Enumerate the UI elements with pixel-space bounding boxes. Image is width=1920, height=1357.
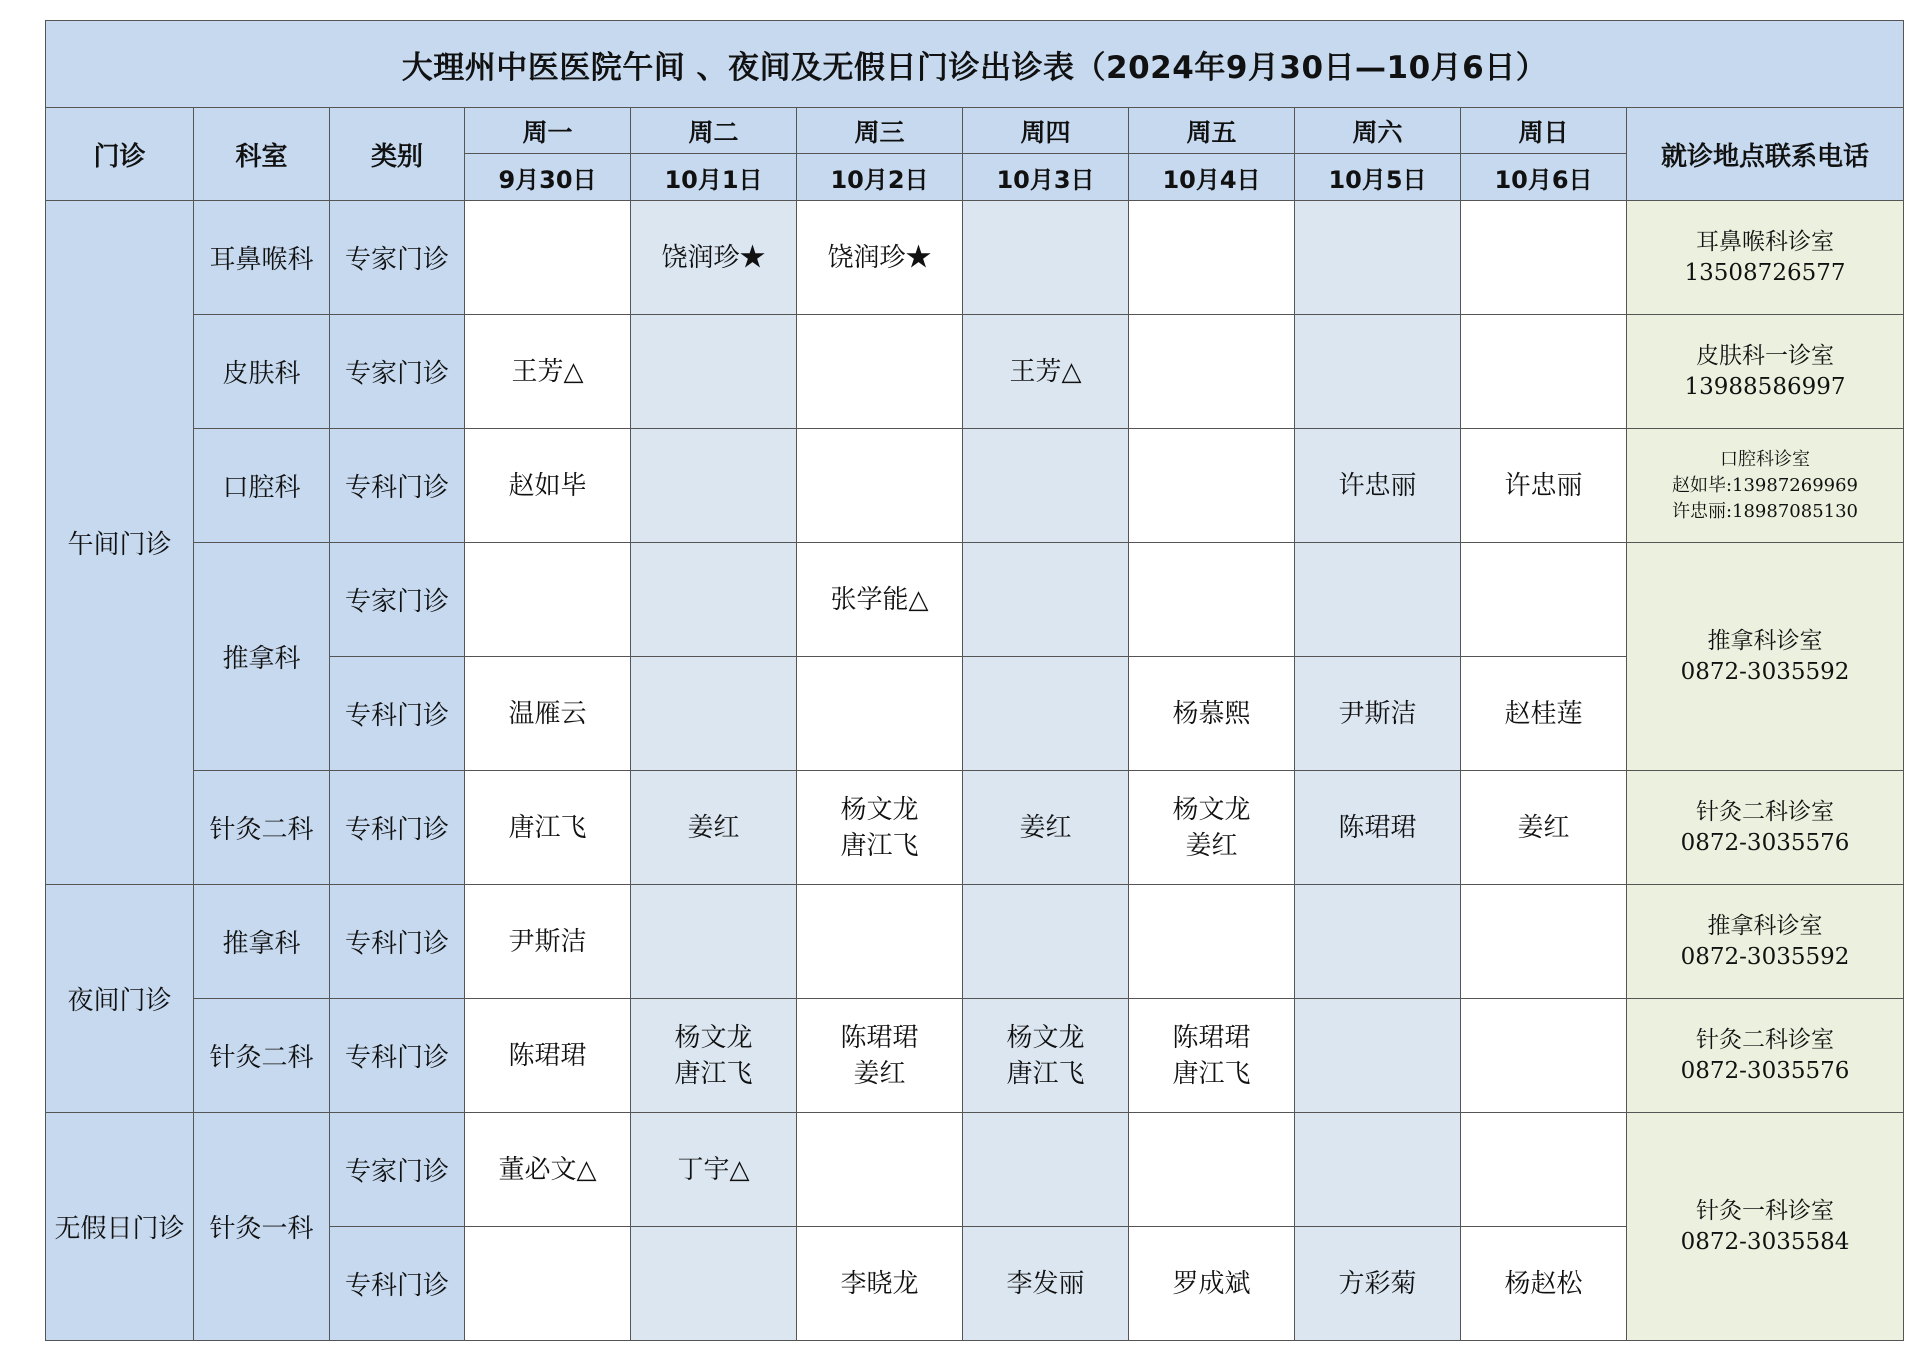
header-day: 周日 [1461, 108, 1627, 154]
schedule-cell [963, 543, 1129, 657]
schedule-cell [1461, 771, 1627, 885]
table-row [46, 999, 1904, 1113]
doctor-name: 唐江飞 [508, 812, 587, 843]
doctor-name: 唐江飞 [1172, 1058, 1251, 1089]
department-derm: 皮肤科 [194, 315, 330, 429]
department-tuina: 推拿科 [194, 543, 330, 771]
doctor-name: 李发丽 [1006, 1268, 1085, 1299]
contact-room: 推拿科诊室 [1707, 627, 1823, 654]
schedule-cell [797, 1113, 963, 1227]
doctor-name: 杨文龙 [1172, 794, 1251, 825]
table-row [46, 771, 1904, 885]
doctor-name: 赵如毕 [508, 470, 587, 501]
header-date: 10月4日 [1129, 154, 1295, 201]
schedule-cell [465, 771, 631, 885]
schedule-cell [1129, 657, 1295, 771]
schedule-cell [963, 885, 1129, 999]
header-date: 10月2日 [797, 154, 963, 201]
schedule-cell [1461, 315, 1627, 429]
header-date: 10月1日 [631, 154, 797, 201]
schedule-cell [1295, 429, 1461, 543]
schedule-cell [631, 771, 797, 885]
doctor-name: 李晓龙 [840, 1268, 919, 1299]
doctor-name: 饶润珍★ [827, 242, 932, 273]
doctor-name: 赵桂莲 [1504, 698, 1583, 729]
header-day: 周一 [465, 108, 631, 154]
schedule-cell [1295, 315, 1461, 429]
schedule-cell [1295, 885, 1461, 999]
schedule-cell [631, 999, 797, 1113]
schedule-cell [1295, 657, 1461, 771]
schedule-cell [631, 885, 797, 999]
schedule-cell [631, 657, 797, 771]
table-row [46, 429, 1904, 543]
doctor-name: 陈珺珺 [840, 1022, 919, 1053]
group-noholiday: 无假日门诊 [46, 1113, 194, 1341]
schedule-cell [797, 1227, 963, 1341]
contact-room: 口腔科诊室 [1720, 448, 1810, 470]
table-row [46, 543, 1904, 657]
schedule-cell [1461, 201, 1627, 315]
schedule-sheet [45, 20, 1904, 1341]
doctor-name: 王芳△ [511, 356, 584, 387]
schedule-cell [797, 771, 963, 885]
contact-derm [1627, 315, 1904, 429]
schedule-table [45, 20, 1904, 1341]
doctor-name: 尹斯洁 [508, 926, 587, 957]
doctor-name: 姜红 [1517, 812, 1570, 843]
schedule-cell [631, 429, 797, 543]
department-ent: 耳鼻喉科 [194, 201, 330, 315]
schedule-cell [797, 885, 963, 999]
table-row [46, 1113, 1904, 1227]
schedule-cell [465, 543, 631, 657]
schedule-cell [631, 1227, 797, 1341]
group-noon: 午间门诊 [46, 201, 194, 885]
schedule-cell [1129, 885, 1295, 999]
contact-tuina-night [1627, 885, 1904, 999]
doctor-name: 杨文龙 [674, 1022, 753, 1053]
schedule-cell [1295, 1227, 1461, 1341]
doctor-name: 杨赵松 [1504, 1268, 1583, 1299]
doctor-name: 杨慕熙 [1172, 698, 1251, 729]
doctor-name: 许忠丽 [1338, 470, 1417, 501]
schedule-cell [631, 315, 797, 429]
schedule-cell [1129, 201, 1295, 315]
schedule-cell [797, 201, 963, 315]
schedule-cell [465, 429, 631, 543]
schedule-cell [465, 1227, 631, 1341]
contact-room: 推拿科诊室 [1707, 912, 1823, 939]
doctor-name: 唐江飞 [1006, 1058, 1085, 1089]
page-title: 大理州中医医院午间 、夜间及无假日门诊出诊表（2024年9月30日—10月6日） [46, 21, 1904, 108]
contact-phone: 0872-3035592 [1680, 658, 1850, 685]
schedule-cell [1129, 429, 1295, 543]
schedule-cell [1129, 999, 1295, 1113]
schedule-cell [1129, 1113, 1295, 1227]
schedule-cell [1461, 657, 1627, 771]
contact-room: 皮肤科一诊室 [1696, 342, 1834, 369]
table-row [46, 885, 1904, 999]
doctor-name: 唐江飞 [674, 1058, 753, 1089]
schedule-cell [1295, 201, 1461, 315]
schedule-cell [1461, 543, 1627, 657]
doctor-name: 姜红 [1019, 812, 1072, 843]
schedule-cell [1461, 1113, 1627, 1227]
contact-room: 针灸二科诊室 [1696, 798, 1834, 825]
schedule-cell [963, 771, 1129, 885]
department-tuina-night: 推拿科 [194, 885, 330, 999]
contact-acu2 [1627, 771, 1904, 885]
header-date: 10月6日 [1461, 154, 1627, 201]
header-day: 周二 [631, 108, 797, 154]
category-cell: 专家门诊 [330, 201, 465, 315]
schedule-cell [797, 429, 963, 543]
schedule-cell [631, 1113, 797, 1227]
table-row [46, 201, 1904, 315]
doctor-name: 杨文龙 [1006, 1022, 1085, 1053]
doctor-name: 温雁云 [508, 698, 587, 729]
schedule-cell [465, 999, 631, 1113]
header-category: 类别 [330, 108, 465, 201]
category-cell: 专科门诊 [330, 429, 465, 543]
doctor-name: 姜红 [687, 812, 740, 843]
schedule-cell [1461, 999, 1627, 1113]
schedule-cell [1129, 315, 1295, 429]
header-day: 周六 [1295, 108, 1461, 154]
category-cell: 专科门诊 [330, 999, 465, 1113]
department-oral: 口腔科 [194, 429, 330, 543]
schedule-cell [1295, 543, 1461, 657]
schedule-cell [631, 201, 797, 315]
doctor-name: 方彩菊 [1338, 1268, 1417, 1299]
doctor-name: 许忠丽 [1504, 470, 1583, 501]
schedule-cell [1129, 1227, 1295, 1341]
doctor-name: 姜红 [853, 1058, 906, 1089]
group-night: 夜间门诊 [46, 885, 194, 1113]
header-contact: 就诊地点联系电话 [1627, 108, 1904, 201]
doctor-name: 丁宇△ [677, 1154, 750, 1185]
category-cell: 专科门诊 [330, 657, 465, 771]
header-clinic: 门诊 [46, 108, 194, 201]
schedule-cell [465, 315, 631, 429]
contact-phone: 0872-3035576 [1680, 829, 1850, 856]
schedule-cell [797, 657, 963, 771]
contact-ent [1627, 201, 1904, 315]
schedule-cell [963, 1113, 1129, 1227]
department-acu2: 针灸二科 [194, 771, 330, 885]
contact-room: 针灸一科诊室 [1696, 1197, 1834, 1224]
schedule-cell [963, 315, 1129, 429]
schedule-cell [465, 657, 631, 771]
doctor-name: 陈珺珺 [1338, 812, 1417, 843]
header-date: 10月3日 [963, 154, 1129, 201]
contact-oral [1627, 429, 1904, 543]
contact-room: 针灸二科诊室 [1696, 1026, 1834, 1053]
contact-phone: 0872-3035584 [1680, 1228, 1850, 1255]
schedule-cell [963, 657, 1129, 771]
category-cell: 专家门诊 [330, 315, 465, 429]
contact-phone: 0872-3035592 [1680, 943, 1850, 970]
doctor-name: 陈珺珺 [508, 1040, 587, 1071]
contact-acu2-night [1627, 999, 1904, 1113]
schedule-cell [631, 543, 797, 657]
doctor-name: 董必文△ [498, 1154, 597, 1185]
schedule-cell [465, 201, 631, 315]
header-day: 周五 [1129, 108, 1295, 154]
category-cell: 专家门诊 [330, 543, 465, 657]
header-department: 科室 [194, 108, 330, 201]
schedule-cell [797, 999, 963, 1113]
category-cell: 专科门诊 [330, 1227, 465, 1341]
header-day: 周四 [963, 108, 1129, 154]
schedule-cell [1461, 885, 1627, 999]
schedule-cell [1295, 771, 1461, 885]
category-cell: 专科门诊 [330, 885, 465, 999]
contact-phone: 许忠丽:18987085130 [1671, 500, 1859, 522]
department-acu2-night: 针灸二科 [194, 999, 330, 1113]
category-cell: 专家门诊 [330, 1113, 465, 1227]
doctor-name: 张学能△ [830, 584, 929, 615]
schedule-cell [1129, 543, 1295, 657]
contact-phone: 13988586997 [1684, 373, 1846, 400]
schedule-cell [465, 885, 631, 999]
doctor-name: 陈珺珺 [1172, 1022, 1251, 1053]
header-date: 9月30日 [465, 154, 631, 201]
doctor-name: 尹斯洁 [1338, 698, 1417, 729]
contact-phone: 赵如毕:13987269969 [1671, 474, 1859, 496]
doctor-name: 王芳△ [1009, 356, 1082, 387]
contact-phone: 0872-3035576 [1680, 1057, 1850, 1084]
category-cell: 专科门诊 [330, 771, 465, 885]
schedule-cell [797, 315, 963, 429]
doctor-name: 姜红 [1185, 830, 1238, 861]
doctor-name: 罗成斌 [1172, 1268, 1251, 1299]
schedule-cell [1461, 1227, 1627, 1341]
contact-acu1 [1627, 1113, 1904, 1341]
header-day: 周三 [797, 108, 963, 154]
schedule-cell [963, 429, 1129, 543]
schedule-cell [963, 201, 1129, 315]
schedule-cell [963, 999, 1129, 1113]
schedule-cell [797, 543, 963, 657]
header-date: 10月5日 [1295, 154, 1461, 201]
doctor-name: 饶润珍★ [661, 242, 766, 273]
doctor-name: 杨文龙 [840, 794, 919, 825]
schedule-cell [1295, 1113, 1461, 1227]
contact-phone: 13508726577 [1684, 259, 1846, 286]
schedule-cell [1295, 999, 1461, 1113]
schedule-cell [1461, 429, 1627, 543]
contact-room: 耳鼻喉科诊室 [1696, 228, 1834, 255]
table-row [46, 315, 1904, 429]
doctor-name: 唐江飞 [840, 830, 919, 861]
schedule-cell [465, 1113, 631, 1227]
contact-tuina [1627, 543, 1904, 771]
schedule-cell [1129, 771, 1295, 885]
schedule-cell [963, 1227, 1129, 1341]
department-acu1: 针灸一科 [194, 1113, 330, 1341]
